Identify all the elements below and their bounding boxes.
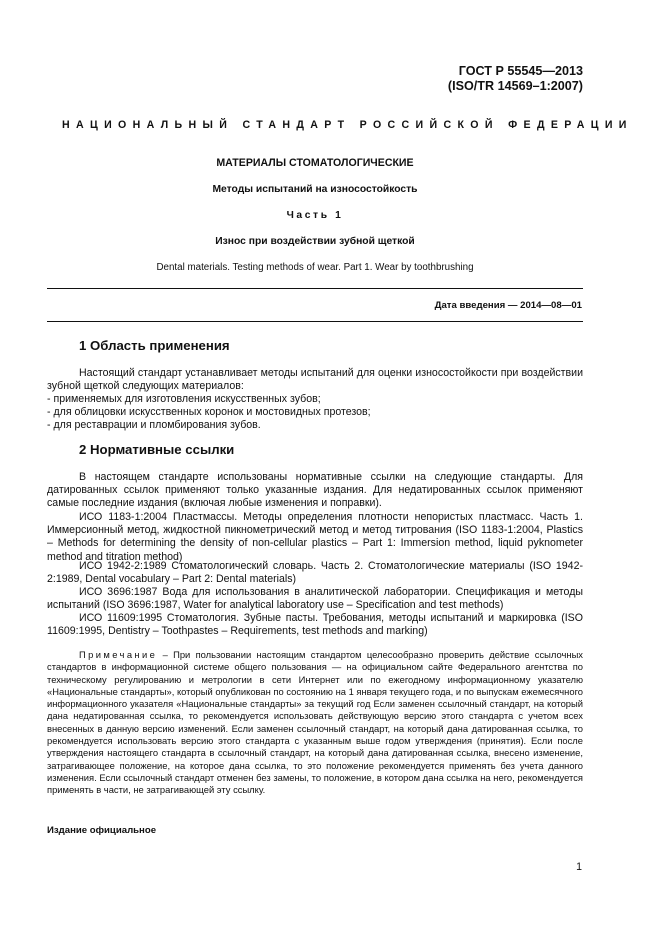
national-standard-banner: НАЦИОНАЛЬНЫЙ СТАНДАРТ РОССИЙСКОЙ ФЕДЕРАЦИИ — [62, 119, 633, 131]
page-number: 1 — [576, 861, 582, 873]
reference-item: ИСО 1942-2:1989 Стоматологический словарь. Часть 2. Стоматологические материалы (ISO 1942-2:1989, Dental vocabulary – Part 2: Dental materials) — [47, 560, 583, 586]
references-note — [47, 649, 583, 797]
date-divider — [47, 321, 583, 322]
scope-list-item: - для реставрации и пломбирования зубов. — [47, 419, 261, 431]
title-divider — [47, 288, 583, 289]
scope-list-item: - для облицовки искусственных коронок и мостовидных протезов; — [47, 406, 371, 418]
standard-code-block — [448, 64, 583, 94]
official-edition-label: Издание официальное — [47, 825, 157, 836]
section-1-intro: Настоящий стандарт устанавливает методы испытаний для оценки износостойкости при воздействии зубной щеткой следующих материалов: — [47, 367, 583, 393]
part-number: Часть 1 — [286, 210, 344, 221]
note-text: – При пользовании настоящим стандартом целесообразно проверить действие ссылочных стандартов в информационной системе общего пользования — на официальном сайте Федерального агентства по техническому регулированию и метрологии в сети Интернет или по ежегодному информационному указателю «Национальные стандарты», который опубликован по состоянию на 1 января текущего года, и по выпускам ежемесячного информационного указателя «Национальные стандарты» за текущий год Если заменен ссылочный стандарт, на который дана недатированная ссылка, то рекомендуется использовать действующую версию этого стандарта с учетом всех внесенных в данную версию изменений. Если заменен ссылочный стандарт, на который дана датированная ссылка, то рекомендуется использовать версию этого стандарта с указанным выше годом утверждения (принятия). Если после утверждения настоящего стандарта в ссылочный стандарт, на который дана датированная ссылка, внесено изменение, затрагивающее положение, на которое дана ссылка, то это положение рекомендуется применять без учета данного изменения. Если ссылочный стандарт отменен без замены, то положение, в котором дана ссылка на него, рекомендуется применять в части, не затрагивающей эту ссылку. — [47, 649, 583, 796]
reference-item: ИСО 11609:1995 Стоматология. Зубные пасты. Требования, методы испытаний и маркировка (ISO 11609:1995, Dentistry – Toothpastes – Requirements, test methods and marking) — [47, 612, 583, 638]
reference-item: ИСО 1183-1:2004 Пластмассы. Методы определения плотности непористых пластмасс. Часть 1. Иммерсионный метод, жидкостной пикнометрический метод и метод титрования (ISO 1183-1:2004, Plastics – Methods for determining the density of non-cellular plastics – Part 1: Immersion method, liquid pyknometer method and titration method) — [47, 511, 583, 563]
document-title: МАТЕРИАЛЫ СТОМАТОЛОГИЧЕСКИЕ — [216, 157, 414, 169]
reference-item: ИСО 3696:1987 Вода для использования в аналитической лаборатории. Спецификация и методы испытаний (ISO 3696:1987, Water for analytical laboratory use – Specification and test methods) — [47, 586, 583, 612]
document-subtitle: Методы испытаний на износостойкость — [212, 184, 418, 195]
standard-code: ГОСТ Р 55545—2013 — [458, 64, 583, 78]
english-title: Dental materials. Testing methods of wear. Part 1. Wear by toothbrushing — [156, 262, 474, 273]
part-title: Износ при воздействии зубной щеткой — [215, 236, 415, 247]
note-label: Примечание — [79, 649, 158, 660]
section-2-heading: 2 Нормативные ссылки — [79, 442, 235, 457]
section-2-intro: В настоящем стандарте использованы нормативные ссылки на следующие стандарты. Для датированных ссылок применяют только указанные издания. Для недатированных ссылок применяют самые последние издания (включая любые изменения и поправки). — [47, 471, 583, 510]
iso-code: (ISO/TR 14569–1:2007) — [447, 79, 583, 93]
scope-list-item: - применяемых для изготовления искусственных зубов; — [47, 393, 321, 405]
introduction-date: Дата введения — 2014—08—01 — [434, 300, 582, 311]
section-1-heading: 1 Область применения — [79, 338, 230, 353]
